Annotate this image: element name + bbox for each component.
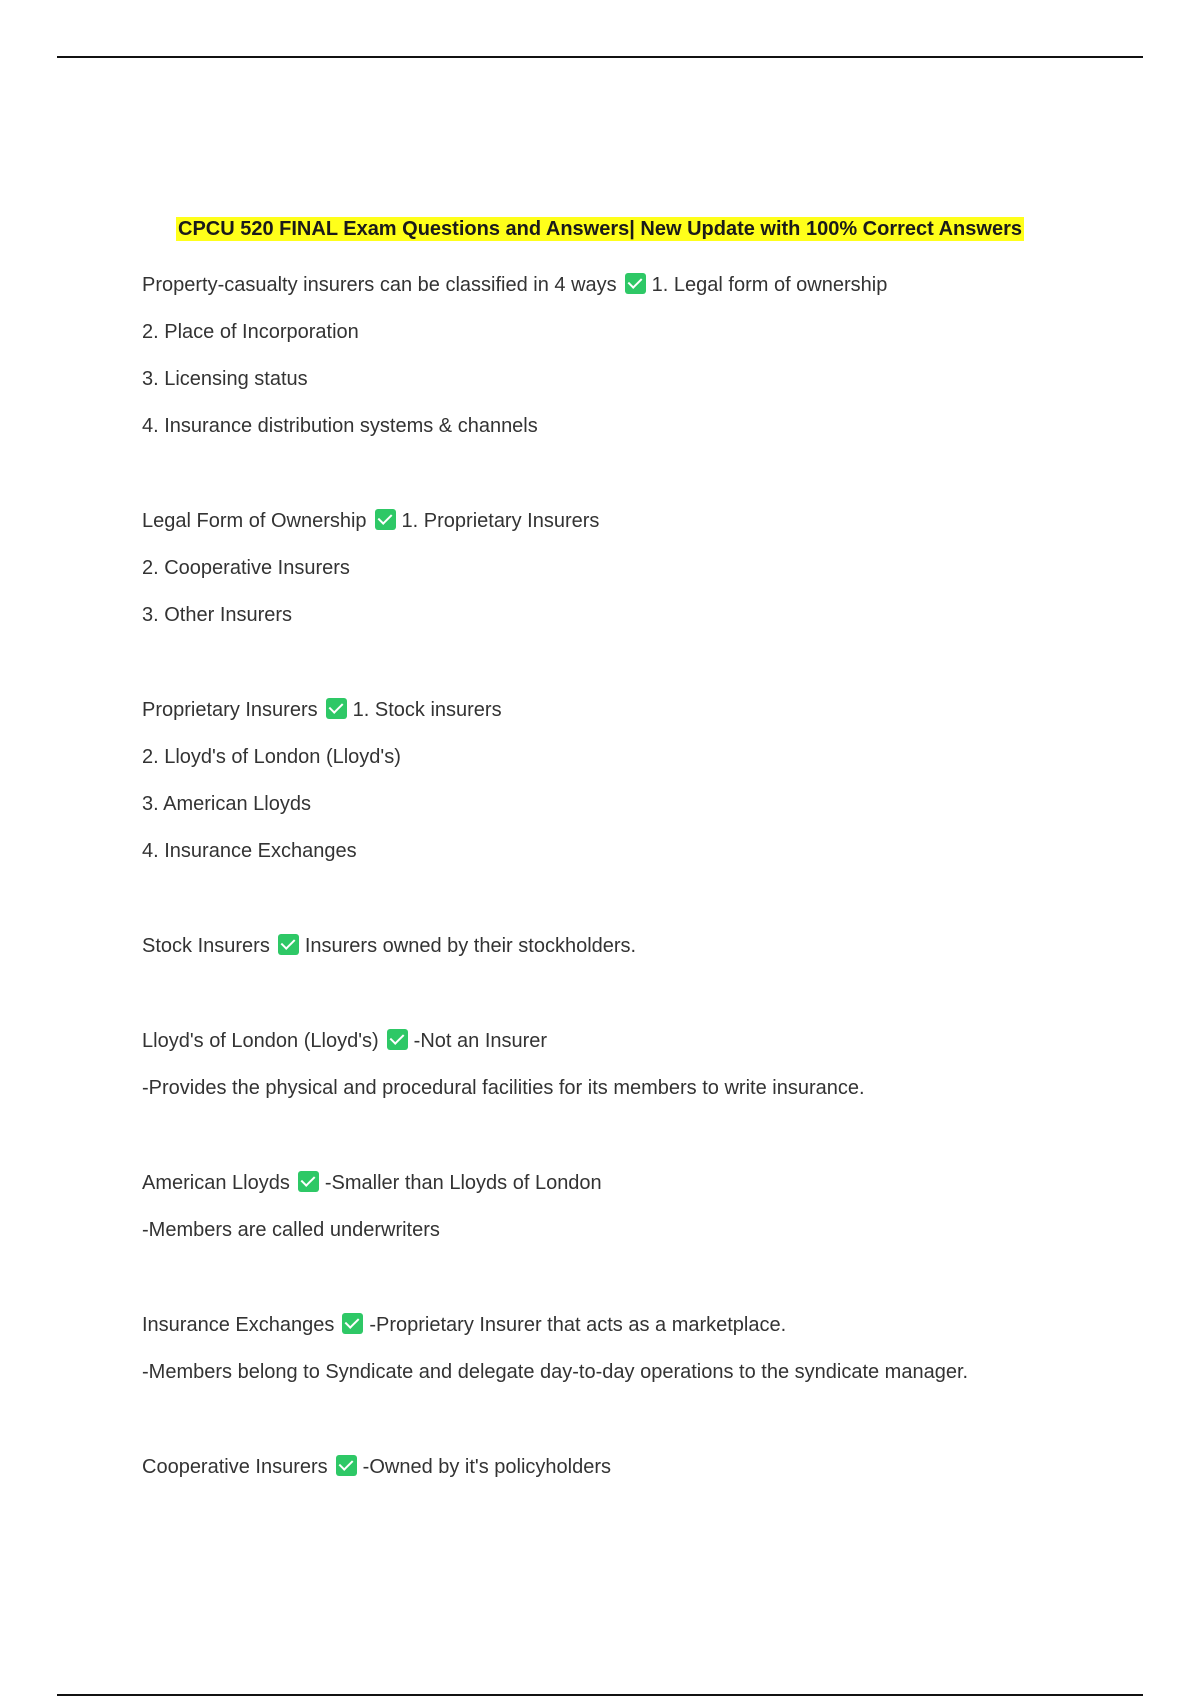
answer-line: 4. Insurance Exchanges <box>142 840 357 862</box>
qa-item <box>142 1444 1142 1491</box>
answer-text: Insurers owned by their stockholders. <box>304 935 637 957</box>
qa-item <box>142 923 1142 970</box>
question-text: Stock Insurers <box>142 935 270 957</box>
qa-first-line <box>142 262 1142 309</box>
answer-line: 2. Lloyd's of London (Lloyd's) <box>142 746 401 768</box>
qa-first-line <box>142 1018 1142 1065</box>
bottom-rule <box>57 1694 1143 1696</box>
qa-item <box>142 498 1142 639</box>
qa-item <box>142 1018 1142 1112</box>
top-rule <box>57 56 1143 58</box>
question-text: Lloyd's of London (Lloyd's) <box>142 1030 379 1052</box>
question-text: American Lloyds <box>142 1172 290 1194</box>
check-icon <box>326 698 347 719</box>
question-text: Property-casualty insurers can be classified in 4 ways <box>142 274 617 296</box>
qa-item <box>142 687 1142 875</box>
answer-text: 1. Proprietary Insurers <box>401 510 600 532</box>
qa-first-line <box>142 1160 1142 1207</box>
answer-text: 1. Stock insurers <box>352 699 502 721</box>
answer-line: 2. Place of Incorporation <box>142 321 359 343</box>
answer-line: 3. American Lloyds <box>142 793 311 815</box>
answer-line: -Members belong to Syndicate and delegate day-to-day operations to the syndicate manager. <box>142 1361 969 1383</box>
question-text: Insurance Exchanges <box>142 1314 335 1336</box>
qa-first-line <box>142 1444 1142 1491</box>
qa-first-line <box>142 923 1142 970</box>
answer-text: -Smaller than Lloyds of London <box>324 1172 602 1194</box>
answer-line: -Provides the physical and procedural facilities for its members to write insurance. <box>142 1077 865 1099</box>
answer-line: -Members are called underwriters <box>142 1219 440 1241</box>
check-icon <box>336 1455 357 1476</box>
answer-text: -Not an Insurer <box>413 1030 548 1052</box>
question-text: Cooperative Insurers <box>142 1456 328 1478</box>
question-text: Legal Form of Ownership <box>142 510 367 532</box>
answer-text: -Owned by it's policyholders <box>362 1456 612 1478</box>
question-text: Proprietary Insurers <box>142 699 318 721</box>
check-icon <box>342 1313 363 1334</box>
qa-first-line <box>142 687 1142 734</box>
answer-line: 2. Cooperative Insurers <box>142 557 350 579</box>
check-icon <box>387 1029 408 1050</box>
answer-line: 3. Other Insurers <box>142 604 293 626</box>
check-icon <box>375 509 396 530</box>
document-title <box>0 214 1200 244</box>
qa-first-line <box>142 1302 1142 1349</box>
qa-item <box>142 1302 1142 1396</box>
document-title-text: CPCU 520 FINAL Exam Questions and Answers| New Update with 100% Correct Answers <box>178 218 1022 240</box>
qa-item <box>142 262 1142 450</box>
qa-first-line <box>142 498 1142 545</box>
qa-list <box>142 262 1142 1491</box>
answer-text: -Proprietary Insurer that acts as a marketplace. <box>369 1314 787 1336</box>
answer-line: 4. Insurance distribution systems & channels <box>142 415 538 437</box>
answer-line: 3. Licensing status <box>142 368 308 390</box>
check-icon <box>625 273 646 294</box>
check-icon <box>278 934 299 955</box>
qa-item <box>142 1160 1142 1254</box>
answer-text: 1. Legal form of ownership <box>651 274 888 296</box>
check-icon <box>298 1171 319 1192</box>
